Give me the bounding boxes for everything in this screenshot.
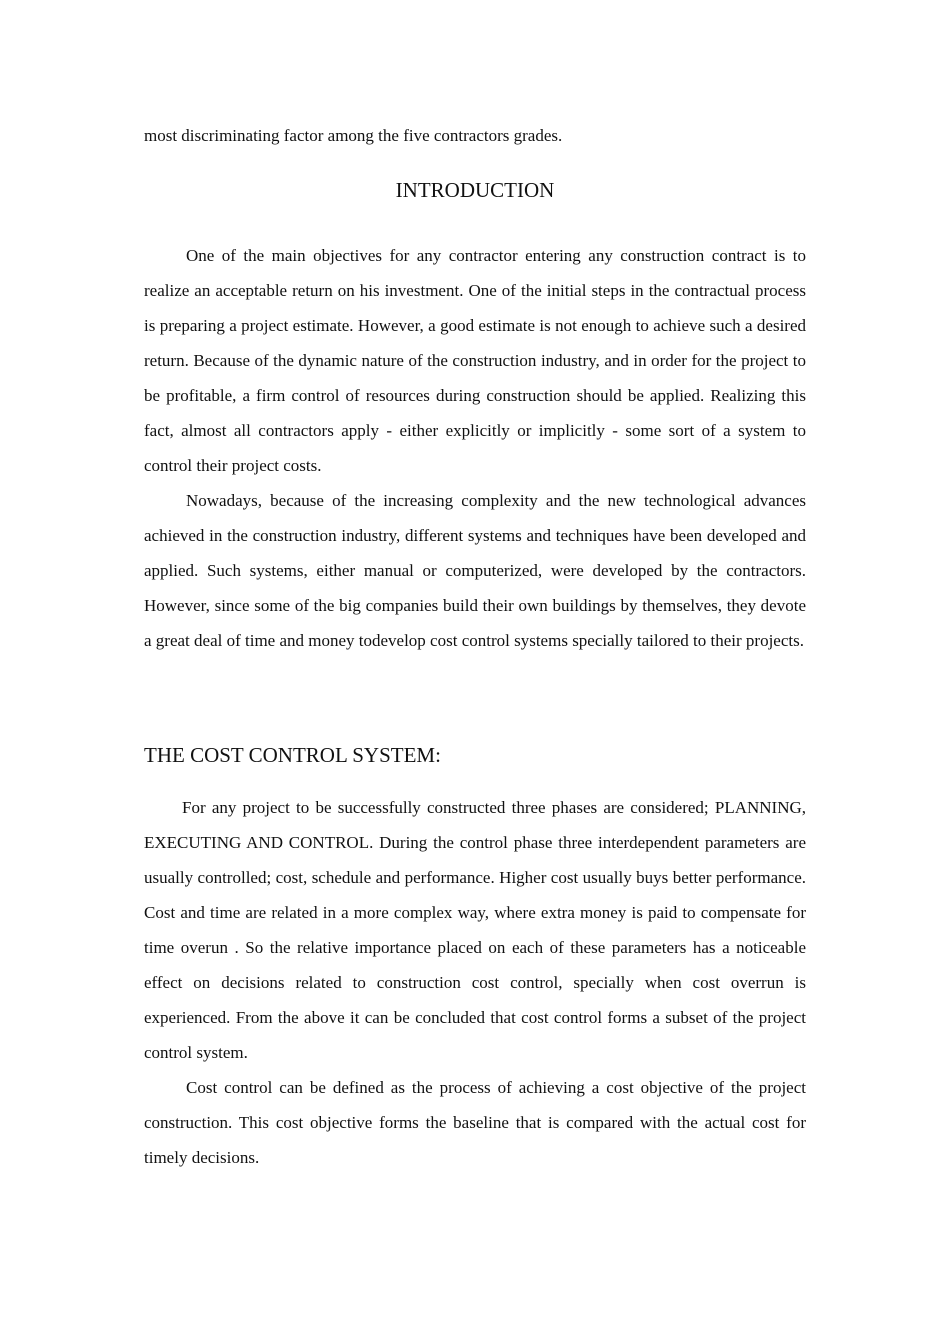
cost-control-paragraph-2: Cost control can be defined as the process of achieving a cost objective of the project construction. This cost objective forms the baseline that is compared with the actual cost for timely decisions. (144, 1078, 806, 1167)
cost-control-paragraph-1: For any project to be successfully constructed three phases are considered; PLANNING, EXECUTING AND CONTROL. During the control phase three interdependent parameters are usually controlled; cost, schedule and performance. Higher cost usually buys better performance. Cost and time are related in a more complex way, where extra money is paid to compensate for time overun . So the relative importance placed on each of these parameters has a noticeable effect on decisions related to construction cost control, specially when cost overrun is experienced. From the above it can be concluded that cost control forms a subset of the project control system. (144, 798, 806, 1062)
cost-control-heading: THE COST CONTROL SYSTEM: (144, 743, 441, 767)
introduction-section (144, 238, 806, 658)
cost-control-section (144, 790, 806, 1175)
introduction-paragraph-2: Nowadays, because of the increasing complexity and the new technological advances achieved in the construction industry, different systems and techniques have been developed and applied. Such systems, either manual or computerized, were developed by the contractors. However, since some of the big companies build their own buildings by themselves, they devote a great deal of time and money todevelop cost control systems specially tailored to their projects. (144, 491, 806, 650)
lead-text: most discriminating factor among the five contractors grades. (144, 126, 563, 145)
introduction-paragraph-1: One of the main objectives for any contractor entering any construction contract is to realize an acceptable return on his investment. One of the initial steps in the contractual process is preparing a project estimate. However, a good estimate is not enough to achieve such a desired return. Because of the dynamic nature of the construction industry, and in order for the project to be profitable, a firm control of resources during construction should be applied. Realizing this fact, almost all contractors apply - either explicitly or implicitly - some sort of a system to control their project costs. (144, 246, 806, 475)
introduction-heading: INTRODUCTION (395, 178, 555, 202)
